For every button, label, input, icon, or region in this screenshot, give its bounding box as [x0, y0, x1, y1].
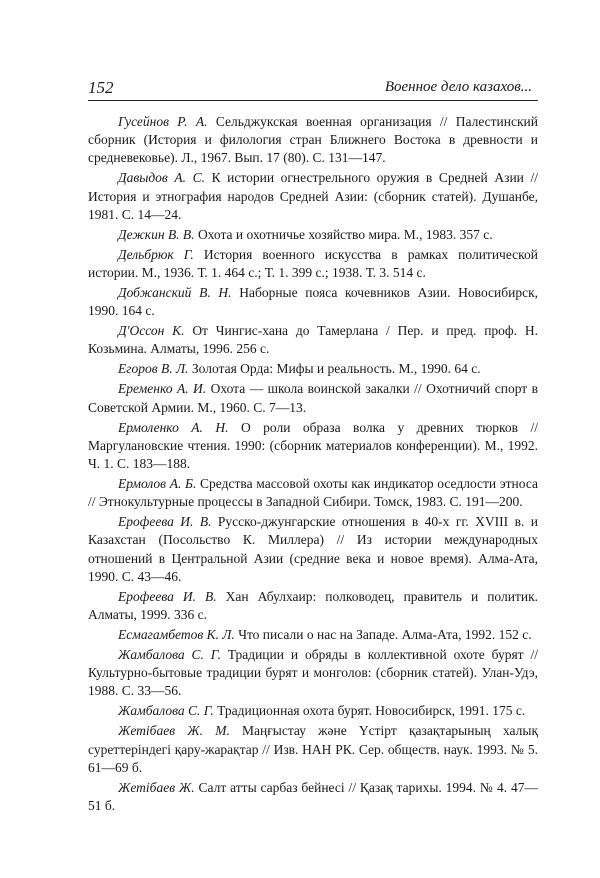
- entry-text: Салт атты сарбаз бейнесі // Қазақ тарихы. 1994. № 4. 47—51 б.: [88, 779, 539, 814]
- entry-text: Сельджукская военная организация // Палестинский сборник (История и филология стран Ближнего Востока в древности и средневековье). Л., 1967. Вып. 17 (80). С. 131—147.: [88, 114, 538, 166]
- entry-author: Ермолов А. Б.: [118, 476, 197, 492]
- entry-author: Ерофеева И. В.: [118, 588, 217, 604]
- bibliography-entry: [88, 646, 538, 701]
- entry-text: Традиционная охота бурят. Новосибирск, 1991. 175 с.: [217, 703, 526, 719]
- entry-author: Еременко А. И.: [118, 381, 207, 397]
- bibliography-entry: [88, 779, 538, 815]
- entry-text: История военного искусства в рамках политической истории. М., 1936. Т. 1. 464 с.; Т. 1. 399 с.; 1938. Т. 3. 514 с.: [88, 246, 539, 281]
- entry-text: Русско-джунгарские отношения в 40-х гг. XVIII в. и Казахстан (Посольство К. Миллера) // Из истории международных отношений в Центральной Азии (средние века и новое время). Алма-Ата, 1990. С. 43—46.: [88, 514, 539, 584]
- entry-author: Есмагамбетов К. Л.: [118, 627, 235, 643]
- entry-text: Маңғыстау және Үстірт қазақтарының халық суреттеріндегі қару-жарақтар // Изв. НАН РК. Сер. обществ. наук. 1993. № 5. 61—69 б.: [88, 723, 539, 775]
- entry-author: Жамбалова С. Г.: [118, 647, 221, 663]
- bibliography-entry: [88, 513, 538, 586]
- bibliography-entry: [88, 169, 538, 224]
- entry-text: Хан Абулхаир: полководец, правитель и политик. Алматы, 1999. 336 с.: [88, 588, 539, 623]
- entry-author: Жетібаев Ж.: [118, 779, 195, 795]
- bibliography-entry: [88, 246, 538, 282]
- entry-author: Жетібаев Ж. М.: [118, 723, 230, 739]
- entry-text: Охота и охотничье хозяйство мира. М., 1983. 357 с.: [197, 226, 493, 242]
- entry-text: Традиции и обряды в коллективной охоте бурят // Культурно-бытовые традиции бурят и монголов: (сборник статей). Улан-Удэ, 1988. С. 33—56.: [88, 647, 538, 699]
- bibliography-entry: [88, 702, 538, 720]
- entry-text: Наборные пояса кочевников Азии. Новосибирск, 1990. 164 с.: [88, 285, 539, 319]
- page-header: [88, 78, 538, 101]
- entry-text: Золотая Орда: Мифы и реальность. М., 1990. 64 с.: [191, 361, 481, 377]
- running-title: Военное дело казахов...: [384, 79, 532, 95]
- bibliography-entry: [88, 113, 538, 168]
- entry-author: Ерофеева И. В.: [118, 514, 212, 530]
- bibliography-entry: [88, 380, 538, 416]
- bibliography-list: [88, 113, 538, 817]
- entry-author: Давыдов А. С.: [118, 170, 205, 186]
- bibliography-entry: [88, 226, 538, 244]
- entry-author: Гусейнов Р. А.: [118, 114, 208, 129]
- entry-text: К истории огнестрельного оружия в Средней Азии // История и этнография народов Средней Азии: (сборник статей). Душанбе, 1981. С. 14—24.: [88, 170, 538, 222]
- entry-text: Что писали о нас на Западе. Алма-Ата, 1992. 152 с.: [238, 627, 532, 643]
- bibliography-entry: [88, 360, 538, 378]
- bibliography-entry: [88, 419, 538, 474]
- bibliography-entry: [88, 588, 538, 624]
- entry-author: Егоров В. Л.: [118, 361, 189, 377]
- entry-author: Дежкин В. В.: [118, 226, 195, 242]
- entry-author: Жамбалова С. Г.: [118, 703, 214, 719]
- entry-text: От Чингис-хана до Тамерлана / Пер. и пред. проф. Н. Козьмина. Алматы, 1996. 256 с.: [88, 323, 538, 357]
- bibliography-entry: [88, 475, 538, 511]
- bibliography-entry: [88, 284, 538, 320]
- bibliography-entry: [88, 626, 538, 644]
- entry-author: Добжанский В. Н.: [118, 285, 232, 301]
- entry-text: О роли образа волка у древних тюрков // Маргулановские чтения. 1990: (сборник материалов конференции). М., 1992. Ч. 1. С. 183—188.: [88, 419, 539, 472]
- entry-text: Охота — школа воинской закалки // Охотничий спорт в Советской Армии. М., 1960. С. 7—13.: [88, 381, 538, 415]
- entry-author: Ермоленко А. Н.: [118, 419, 229, 435]
- bibliography-entry: [88, 722, 538, 777]
- entry-text: Средства массовой охоты как индикатор оседлости этноса // Этнокультурные процессы в Западной Сибири. Томск, 1983. С. 191—200.: [88, 476, 538, 510]
- bibliography-entry: [88, 322, 538, 358]
- entry-author: Дельбрюк Г.: [118, 246, 194, 262]
- page-number: 152: [88, 78, 114, 97]
- entry-author: Д'Оссон К.: [118, 323, 185, 339]
